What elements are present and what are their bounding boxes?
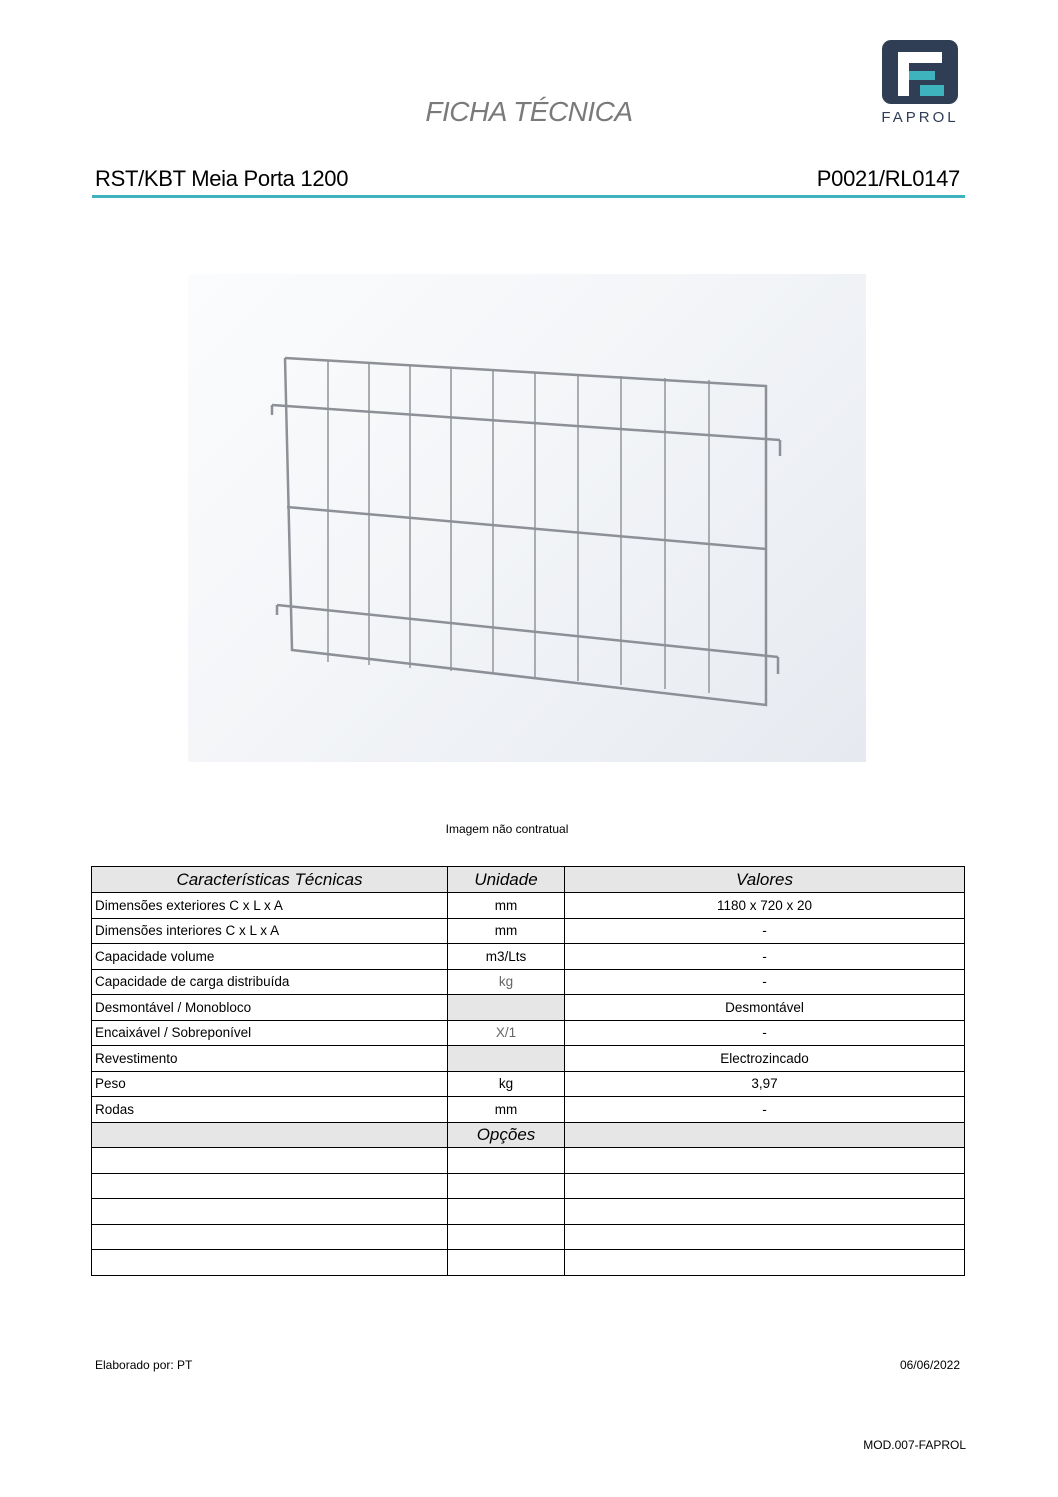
row-unit: X/1 <box>448 1020 565 1046</box>
header-unit: Unidade <box>448 867 565 893</box>
row-feature: Encaixável / Sobreponível <box>92 1020 448 1046</box>
image-caption: Imagem não contratual <box>445 822 569 836</box>
row-unit: kg <box>448 1071 565 1097</box>
product-code: P0021/RL0147 <box>816 166 960 191</box>
options-header-blank <box>565 1122 965 1148</box>
row-value: - <box>565 969 965 995</box>
options-title: Opções <box>448 1122 565 1148</box>
row-value: 3,97 <box>565 1071 965 1097</box>
table-row <box>92 944 965 970</box>
row-feature: Rodas <box>92 1097 448 1123</box>
row-feature: Dimensões exteriores C x L x A <box>92 893 448 919</box>
options-cell <box>448 1199 565 1225</box>
table-row <box>92 995 965 1021</box>
row-feature: Dimensões interiores C x L x A <box>92 918 448 944</box>
options-row <box>92 1224 965 1250</box>
options-header-blank <box>92 1122 448 1148</box>
row-unit: mm <box>448 893 565 919</box>
table-row <box>92 1046 965 1072</box>
product-image <box>188 274 866 762</box>
row-feature: Desmontável / Monobloco <box>92 995 448 1021</box>
options-cell <box>92 1224 448 1250</box>
options-cell <box>565 1250 965 1276</box>
options-cell <box>565 1148 965 1174</box>
options-cell <box>92 1199 448 1225</box>
row-value: - <box>565 944 965 970</box>
row-unit <box>448 1046 565 1072</box>
header-value: Valores <box>565 867 965 893</box>
row-unit: mm <box>448 1097 565 1123</box>
footer-date: 06/06/2022 <box>899 1358 960 1372</box>
row-feature: Capacidade volume <box>92 944 448 970</box>
options-cell <box>448 1173 565 1199</box>
document-title: FICHA TÉCNICA <box>425 96 633 127</box>
options-row <box>92 1250 965 1276</box>
row-unit: mm <box>448 918 565 944</box>
header-divider <box>92 195 965 198</box>
footer-author: Elaborado por: PT <box>95 1358 193 1372</box>
row-value: - <box>565 1097 965 1123</box>
row-value: Electrozincado <box>565 1046 965 1072</box>
options-cell <box>92 1173 448 1199</box>
logo-text: FAPROL <box>881 109 959 126</box>
options-cell <box>92 1148 448 1174</box>
row-unit <box>448 995 565 1021</box>
table-row <box>92 893 965 919</box>
table-header-row <box>92 867 965 893</box>
table-row <box>92 1071 965 1097</box>
options-cell <box>92 1250 448 1276</box>
options-cell <box>565 1199 965 1225</box>
header-feature: Características Técnicas <box>92 867 448 893</box>
row-feature: Capacidade de carga distribuída <box>92 969 448 995</box>
product-name: RST/KBT Meia Porta 1200 <box>95 166 349 191</box>
row-value: 1180 x 720 x 20 <box>565 893 965 919</box>
faprol-logo <box>872 38 968 130</box>
row-feature: Peso <box>92 1071 448 1097</box>
table-row <box>92 918 965 944</box>
row-value: - <box>565 1020 965 1046</box>
row-unit: m3/Lts <box>448 944 565 970</box>
wire-panel-illustration <box>188 274 866 762</box>
options-cell <box>448 1148 565 1174</box>
options-row <box>92 1173 965 1199</box>
options-row <box>92 1148 965 1174</box>
options-cell <box>448 1224 565 1250</box>
row-value: Desmontável <box>565 995 965 1021</box>
row-unit: kg <box>448 969 565 995</box>
spec-table <box>91 866 965 1276</box>
row-value: - <box>565 918 965 944</box>
footer-model-code: MOD.007-FAPROL <box>863 1438 966 1452</box>
row-feature: Revestimento <box>92 1046 448 1072</box>
options-cell <box>565 1173 965 1199</box>
table-row <box>92 1020 965 1046</box>
options-cell <box>448 1250 565 1276</box>
options-cell <box>565 1224 965 1250</box>
options-header-row <box>92 1122 965 1148</box>
table-row <box>92 1097 965 1123</box>
options-row <box>92 1199 965 1225</box>
table-row <box>92 969 965 995</box>
